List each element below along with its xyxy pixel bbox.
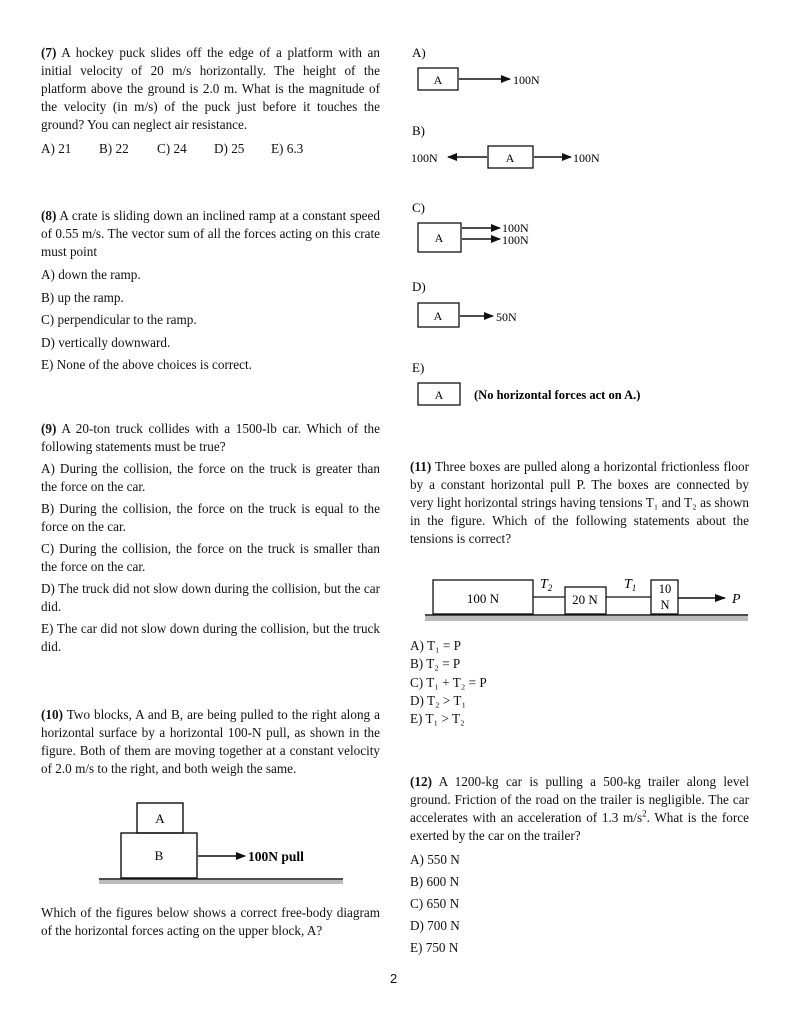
pull-label: P [732, 592, 741, 607]
page-number: 2 [390, 971, 398, 986]
option-b: B) 600 N [410, 874, 460, 889]
question-number: (7) [41, 45, 57, 60]
question-text: A crate is sliding down an inclined ramp at a constant speed of 0.55 m/s. The vector sum of all the forces acting on this crate must point [41, 208, 380, 259]
q11-options [410, 637, 487, 728]
box-10n-label-1: 10 [658, 582, 672, 596]
q11-figure [425, 572, 755, 632]
block-a-label: A [155, 811, 165, 826]
box-100n-label: 100 N [466, 591, 500, 606]
option-d: D) 700 N [410, 918, 460, 933]
floor-shading [425, 616, 748, 621]
fbd-b-right-force: 100N [573, 151, 600, 165]
followup-text: Which of the figures below shows a correct free-body diagram of the horizontal forces acting on the upper block, A? [41, 905, 380, 938]
q12-options [410, 849, 460, 959]
q10-figure [95, 800, 350, 885]
option-a: A) T₁ = P [410, 638, 461, 653]
question-number: (8) [41, 208, 57, 223]
question-11 [410, 458, 749, 548]
option-b: B) up the ramp. [41, 289, 124, 305]
superscript: 2 [642, 808, 647, 819]
fbd-c-label: C) [412, 200, 425, 215]
option-a: A) During the collision, the force on the truck is greater than the force on the car. [41, 461, 380, 494]
question-12 [410, 773, 749, 845]
question-8 [41, 207, 380, 261]
option-a: A) 21 [41, 141, 72, 156]
block-b-label: B [154, 848, 164, 863]
fbd-d-right-force: 50N [496, 310, 517, 324]
fbd-e-block-label: A [434, 388, 444, 402]
fbd-b-block-label: A [505, 151, 515, 165]
option-c: C) 24 [157, 141, 187, 156]
t1-label: $T_1$ [624, 577, 637, 593]
question-number: (10) [41, 707, 63, 722]
fbd-c-force-1: 100N [502, 221, 529, 235]
option-e: E) T₁ > T₂ [410, 711, 465, 727]
fbd-d-block-label: A [433, 309, 443, 323]
box-20n-label: 20 N [572, 592, 598, 607]
question-10-followup [41, 904, 380, 940]
option-b: B) 22 [99, 141, 129, 156]
fbd-options [405, 40, 705, 420]
question-number: (9) [41, 421, 57, 436]
option-c: C) T₁ + T₂ = P [410, 674, 487, 690]
question-text: A hockey puck slides off the edge of a platform with an initial velocity of 20 m/s horizontally. The height of the platform above the ground is 2.0 m. What is the magnitude of the velocity (in m/s) of the puck just before it touches the ground? You can neglect air resistance. [41, 45, 380, 132]
question-9 [41, 420, 380, 656]
option-d: D) 25 [214, 141, 245, 156]
question-text: Two blocks, A and B, are being pulled to the right along a horizontal surface by a horizontal 100-N pull, as shown in the figure. Both of them are moving together at a constant velocity of 2.0 m/s to the right, and both weigh the same. [41, 707, 381, 776]
fbd-b-label: B) [412, 123, 425, 138]
option-e: E) 750 N [410, 940, 459, 955]
question-number: (11) [410, 459, 432, 474]
fbd-b-left-force: 100N [411, 151, 438, 165]
q8-options [41, 264, 252, 377]
option-e: E) 6.3 [271, 141, 304, 156]
pull-label: 100N pull [248, 849, 304, 864]
fbd-c-block-label: A [434, 231, 444, 245]
question-text: A 1200-kg car is pulling a 500-kg trailer along level ground. Friction of the road on the trailer is negligible. The car accelerates with an acceleration of 1.3 m/s [410, 774, 749, 825]
fbd-e-label: E) [412, 360, 425, 375]
option-e: E) None of the above choices is correct. [41, 357, 252, 372]
ground-shading [99, 880, 343, 884]
option-b: B) During the collision, the force on the truck is equal to the force on the car. [41, 501, 380, 534]
question-text: A 20-ton truck collides with a 1500-lb car. Which of the following statements must be true? [41, 421, 381, 454]
option-d: D) The truck did not slow down during the collision, but the car did. [41, 581, 380, 614]
question-7 [41, 44, 380, 134]
option-a: A) down the ramp. [41, 267, 141, 282]
fbd-d-label: D) [412, 279, 426, 294]
fbd-a-right-force: 100N [513, 73, 540, 87]
option-d: D) T₂ > T₁ [410, 692, 467, 708]
option-e: E) The car did not slow down during the collision, but the truck did. [41, 621, 380, 654]
fbd-a-label: A) [412, 45, 426, 60]
option-d: D) vertically downward. [41, 334, 171, 350]
t2-label: $T_2$ [540, 577, 553, 593]
question-text: Three boxes are pulled along a horizontal frictionless floor by a constant horizontal pull P. The boxes are connected by very light horizontal strings having tensions T₁ and T₂ as shown in the figure. Which of the following statements about the tensions is correct? [410, 459, 750, 546]
fbd-e-note: (No horizontal forces act on A.) [474, 388, 641, 402]
fbd-c-force-2: 100N [502, 233, 529, 247]
option-c: C) During the collision, the force on the truck is smaller than the force on the car. [41, 541, 380, 574]
fbd-a-block-label: A [433, 73, 443, 87]
question-text-end: . What is the force exerted by the car on the trailer? [410, 810, 749, 843]
question-number: (12) [410, 774, 432, 789]
question-10 [41, 706, 380, 778]
option-a: A) 550 N [410, 852, 460, 867]
box-10n-label-2: N [660, 598, 670, 612]
option-c: C) perpendicular to the ramp. [41, 312, 197, 327]
option-b: B) T₂ = P [410, 656, 461, 672]
option-c: C) 650 N [410, 896, 460, 911]
